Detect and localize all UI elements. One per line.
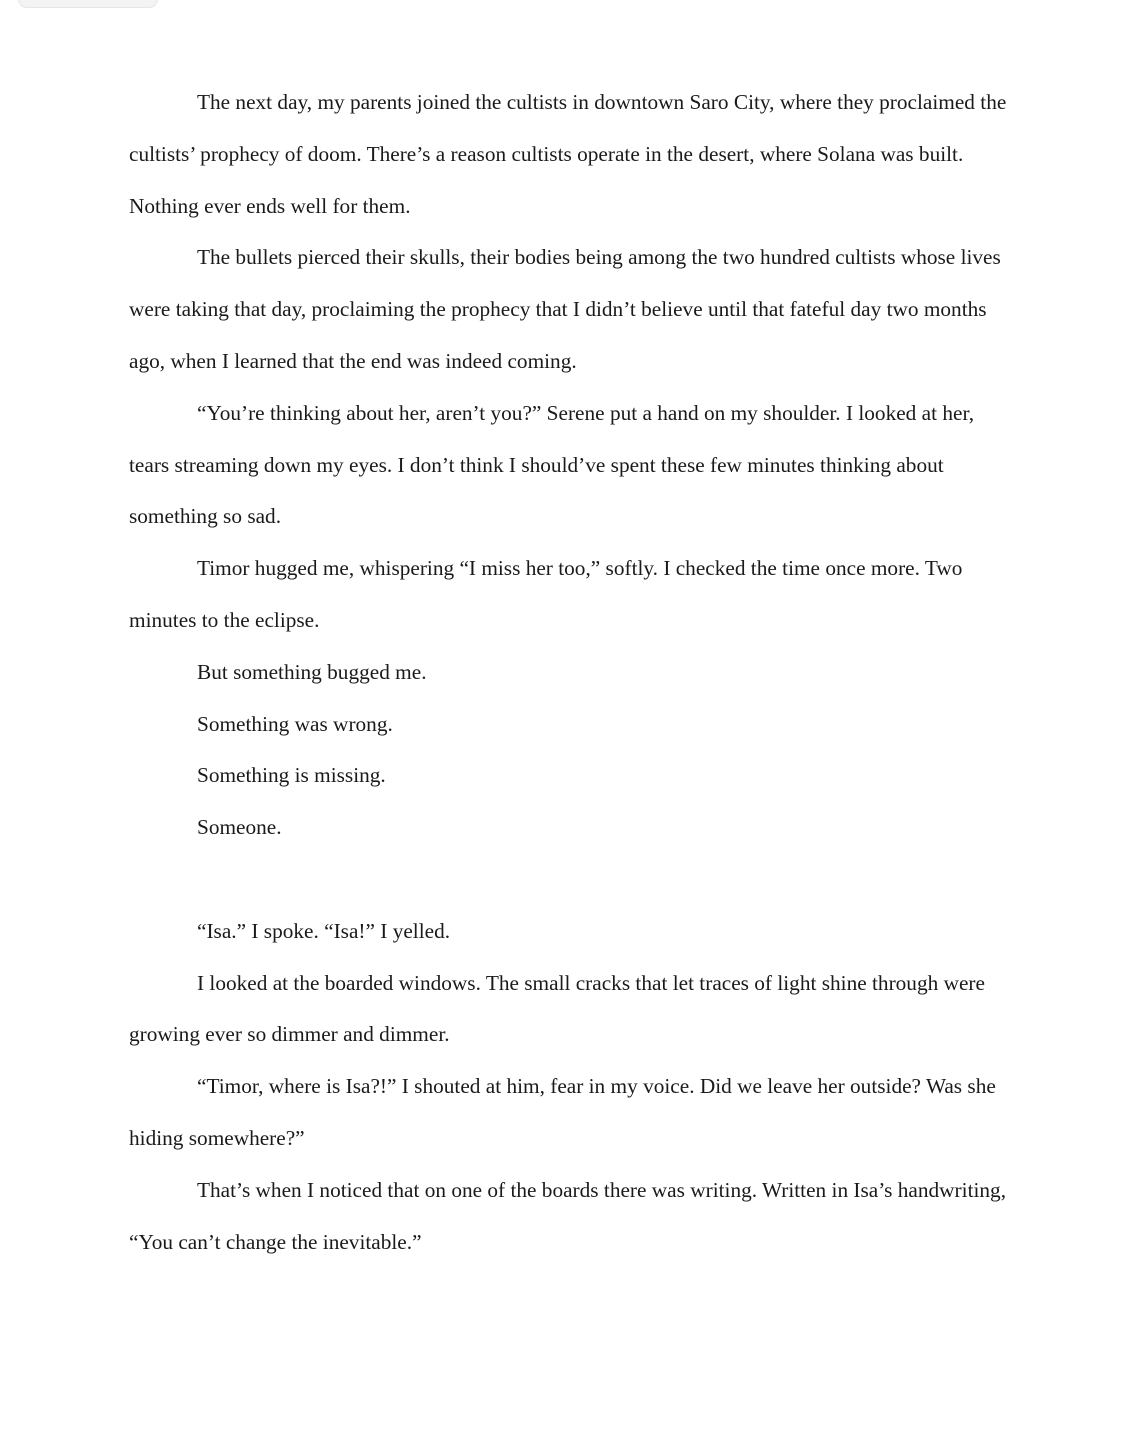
- paragraph: “Isa.” I spoke. “Isa!” I yelled.: [197, 918, 451, 943]
- paragraph: “You’re thinking about her, aren’t you?” Serene put a hand on my shoulder. I looked at her, tears streaming down my eyes. I don’t think I should’ve spent these few minutes thinking about something so sad.: [129, 400, 975, 529]
- paragraph: But something bugged me.: [197, 659, 427, 684]
- paragraph: The bullets pierced their skulls, their bodies being among the two hundred cultists whose lives were taking that day, proclaiming the prophecy that I didn’t believe until that fateful day two months ago, when I learned that the end was indeed coming.: [129, 245, 1001, 373]
- document-page: [129, 77, 1019, 1268]
- paragraph: Something is missing.: [197, 763, 386, 788]
- paragraph: Something was wrong.: [197, 711, 393, 736]
- top-tab: [18, 0, 158, 8]
- paragraph: Someone.: [197, 815, 282, 840]
- paragraph: Timor hugged me, whispering “I miss her too,” softly. I checked the time once more. Two minutes to the eclipse.: [129, 556, 963, 632]
- paragraph: That’s when I noticed that on one of the boards there was writing. Written in Isa’s handwriting, “You can’t change the inevitable.”: [129, 1177, 1007, 1254]
- paragraph: The next day, my parents joined the cultists in downtown Saro City, where they proclaimed the cultists’ prophecy of doom. There’s a reason cultists operate in the desert, where Solana was built. Nothing ever ends well for them.: [129, 90, 1007, 218]
- paragraph: “Timor, where is Isa?!” I shouted at him, fear in my voice. Did we leave her outside? Was she hiding somewhere?”: [129, 1074, 996, 1150]
- section-break: [129, 854, 1019, 906]
- paragraph: I looked at the boarded windows. The small cracks that let traces of light shine through were growing ever so dimmer and dimmer.: [129, 970, 985, 1047]
